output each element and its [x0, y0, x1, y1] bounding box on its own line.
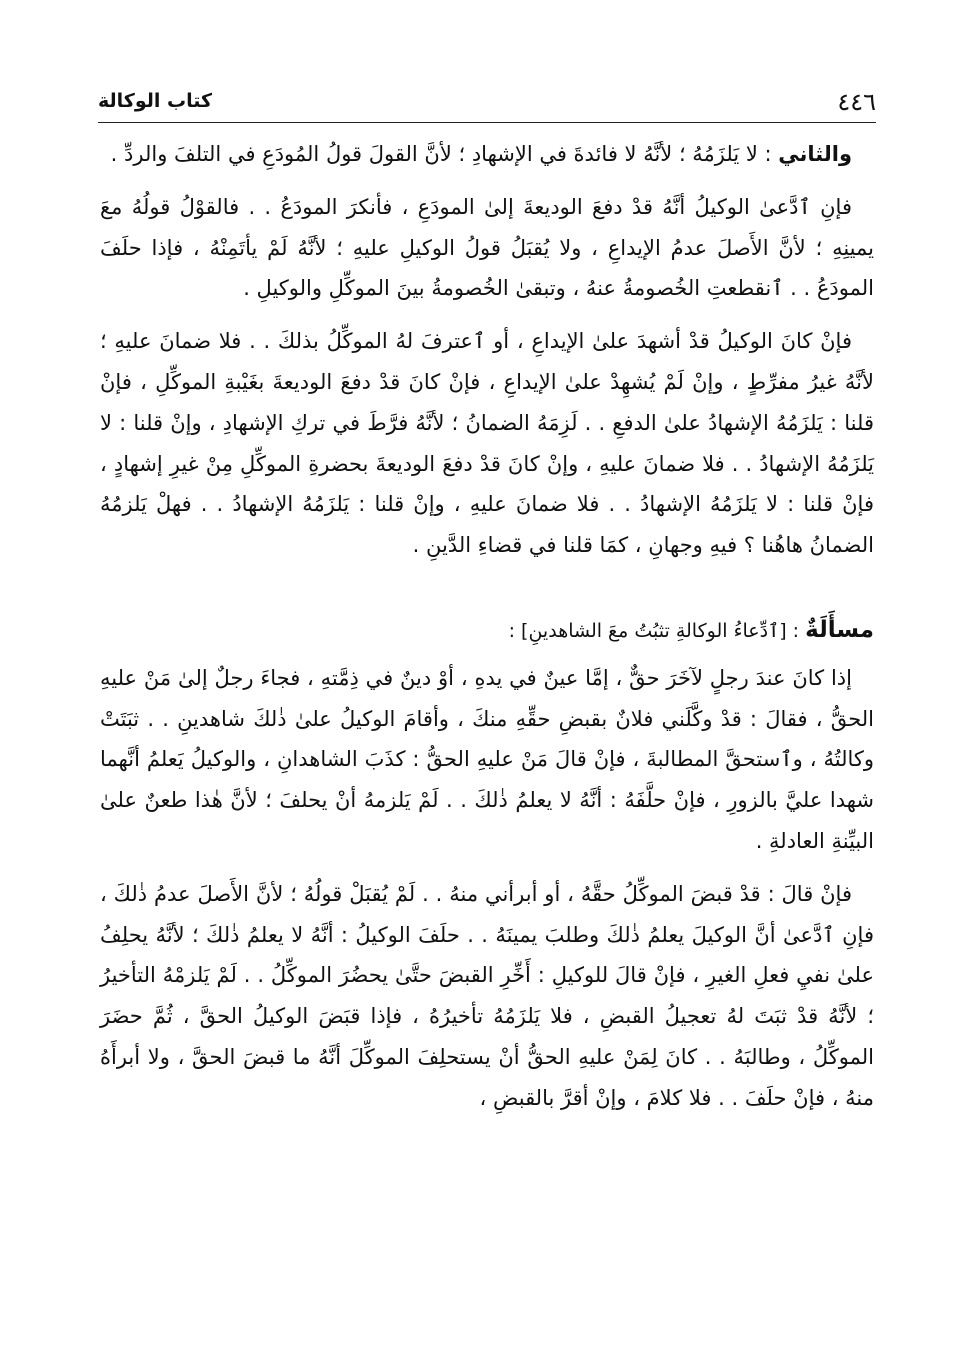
- running-title: كتاب الوكالة: [98, 90, 213, 112]
- paragraph-text: فإنِ ٱدَّعىٰ الوكيلُ أنَّهُ قدْ دفعَ الوديعةَ إلىٰ المودَعِ ، فأنكرَ المودَعُ . . فالقوْلُ قولُهُ معَ يمينِهِ ؛ لأنَّ الأَصلَ عدمُ الإيداعِ ، ولا يُقبَلُ قولُ الوكيلِ عليهِ ؛ لأنَّهُ لَمْ يأتَمِنْهُ ، فإذا حلَفَ المودَعُ . . ٱنقطعتِ الخُصومةُ عنهُ ، وتبقىٰ الخُصومةُ بينَ الموكِّلِ والوكيلِ .: [100, 194, 874, 301]
- paragraph-witnessing-deposit: [100, 321, 874, 566]
- section-title: : [ٱدِّعاءُ الوكالةِ تثبُتُ معَ الشاهدينِ] :: [508, 619, 806, 642]
- page-header: [98, 86, 876, 120]
- body-text: [100, 134, 874, 1119]
- paragraph-text: فإنْ قالَ : قدْ قبضَ الموكِّلُ حقَّهُ ، أو أبرأني منهُ . . لَمْ يُقبَلْ قولُهُ ؛ لأنَّ الأَصلَ عدمُ ذٰلكَ ، فإنِ ٱدَّعىٰ أنَّ الوكيلَ يعلمُ ذٰلكَ وطلبَ يمينَهُ . . حلَفَ الوكيلُ : أنَّهُ لا يعلمُ ذٰلكَ ؛ لأنَّهُ يحلِفُ علىٰ نفيِ فعلِ الغيرِ ، فإنْ قالَ للوكيلِ : أَخِّرِ القبضَ حتَّىٰ يحضُرَ الموكِّلُ . . لَمْ يَلزمْهُ التأخيرُ ؛ لأنَّهُ قدْ ثبَتَ لهُ تعجيلُ القبضِ ، فلا يَلزَمُهُ تأخيرُهُ ، فإذا قبَضَ الوكيلُ الحقَّ ، ثُمَّ حضَرَ الموكِّلُ ، وطالبَهُ . . كانَ لِمَنْ عليهِ الحقُّ أنْ يستحلِفَ الموكِّلَ أنَّهُ ما قبضَ الحقَّ ، ولا أبرأَهُ منهُ ، فإنْ حلَفَ . . فلا كلامَ ، وإنْ أقرَّ بالقبضِ ،: [100, 881, 874, 1110]
- paragraph-text: فإنْ كانَ الوكيلُ قدْ أشهدَ علىٰ الإيداعِ ، أو ٱعترفَ لهُ الموكِّلُ بذلكَ . . فلا ضمانَ عليهِ ؛ لأنَّهُ غيرُ مفرِّطٍ ، وإنْ لَمْ يُشهِدْ علىٰ الإيداعِ ، فإنْ كانَ قدْ دفعَ الوديعةَ بغَيْبةِ الموكِّلِ ، فإنْ قلنا : يَلزَمُهُ الإشهادُ علىٰ الدفعِ . . لَزِمَهُ الضمانُ ؛ لأنَّهُ فرَّطَ في تركِ الإشهادِ ، وإنْ قلنا : لا يَلزَمُهُ الإشهادُ . . فلا ضمانَ عليهِ ، وإنْ كانَ قدْ دفعَ الوديعةَ بحضرةِ الموكِّلِ مِنْ غيرِ إشهادٍ ، فإنْ قلنا : لا يَلزَمُهُ الإشهادُ . . فلا ضمانَ عليهِ ، وإنْ قلنا : يَلزَمُهُ الإشهادُ . . فهلْ يَلزمُهُ الضمانُ هاهُنا ؟ فيهِ وجهانِ ، كمَا قلنا في قضاءِ الدَّينِ .: [100, 329, 874, 558]
- paragraph-second-opinion: [100, 134, 874, 175]
- paragraph-text: إذا كانَ عندَ رجلٍ لآخَرَ حقٌّ ، إمَّا عينٌ في يدهِ ، أوْ دينٌ في ذِمَّتهِ ، فجاءَ رجلٌ إلىٰ مَنْ عليهِ الحقُّ ، فقالَ : قدْ وكَّلَني فلانٌ بقبضِ حقِّهِ منكَ ، وأقامَ الوكيلُ علىٰ ذٰلكَ شاهدينِ . . ثبَتَتْ وكالتُهُ ، وٱستحقَّ المطالبةَ ، فإنْ قالَ مَنْ عليهِ الحقُّ : كذَبَ الشاهدانِ ، والوكيلُ يَعلمُ أنَّهما شهدا عليَّ بالزورِ ، فإنْ حلَّفَهُ : أنَّهُ لا يعلمُ ذٰلكَ . . لَمْ يَلزمهُ أنْ يحلفَ ؛ لأنَّ هٰذا طعنٌ علىٰ البيِّنةِ العادلةِ .: [100, 665, 874, 853]
- paragraph-agent-claims-delivery: [100, 187, 874, 309]
- paragraph-text: : لا يَلزَمُهُ ؛ لأنَّهُ لا فائدةَ في الإشهادِ ؛ لأنَّ القولَ قولُ المُودَعِ في التلفَ والردِّ .: [110, 142, 779, 166]
- paragraph-agency-with-witnesses: [100, 658, 874, 862]
- paragraph-claim-of-receipt: [100, 874, 874, 1119]
- section-label: مسأَلَةٌ: [805, 616, 874, 643]
- header-divider: [98, 122, 876, 123]
- paragraph-lead-word: والثاني: [778, 142, 852, 166]
- section-heading: [100, 610, 874, 652]
- page-number: ٤٤٦: [837, 88, 876, 116]
